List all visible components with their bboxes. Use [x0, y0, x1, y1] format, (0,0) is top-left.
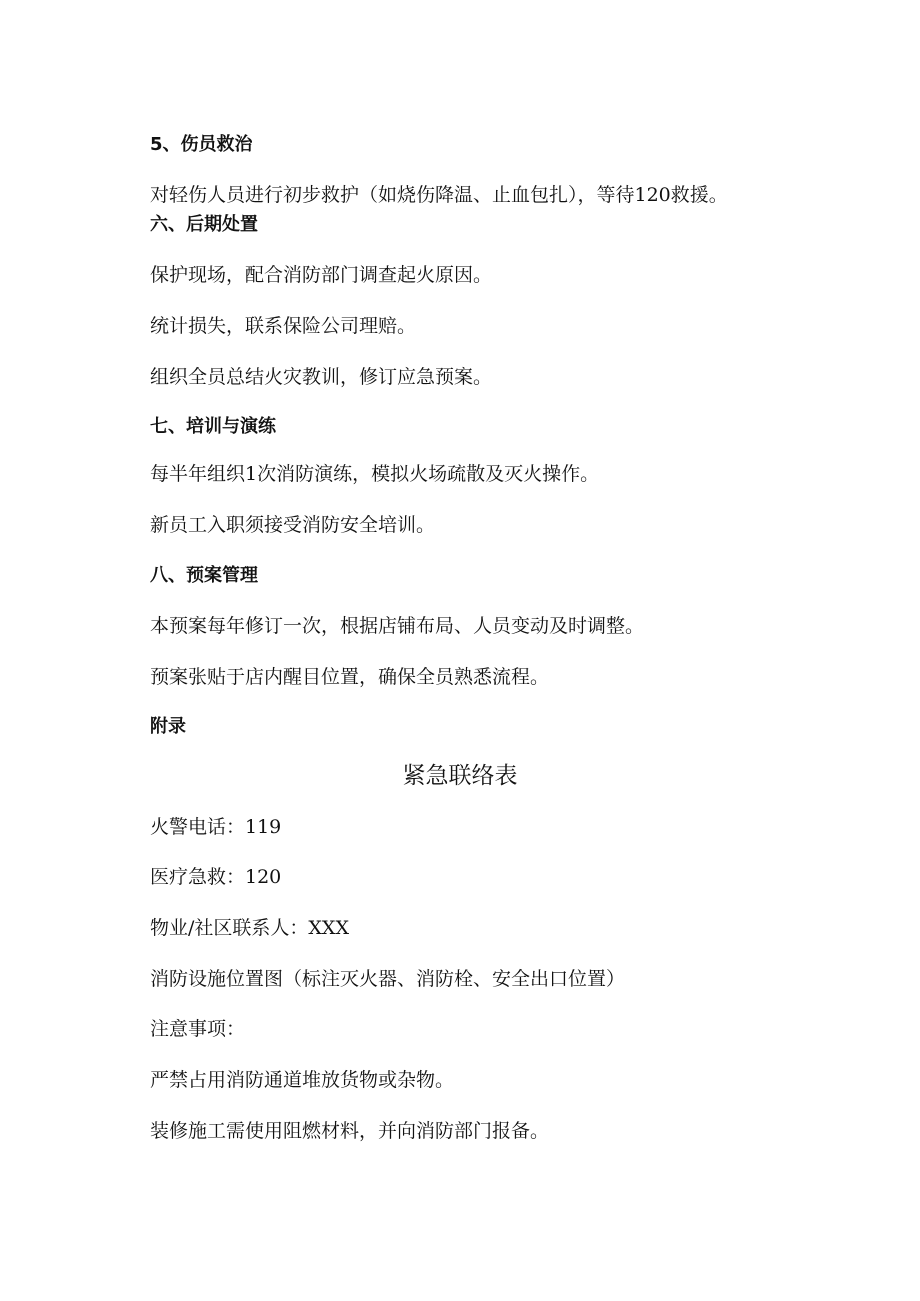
section8-paragraph-1: 本预案每年修订一次，根据店铺布局、人员变动及时调整。 [150, 615, 645, 637]
section6-paragraph-2: 统计损失，联系保险公司理赔。 [150, 315, 417, 337]
section7-paragraph-1: 每半年组织1次消防演练，模拟火场疏散及灭火操作。 [150, 463, 600, 485]
section8-paragraph-2: 预案张贴于店内醒目位置，确保全员熟悉流程。 [150, 666, 550, 688]
facility-map-note: 消防设施位置图（标注灭火器、消防栓、安全出口位置） [150, 968, 626, 990]
section7-paragraph-2: 新员工入职须接受消防安全培训。 [150, 514, 436, 536]
note-1: 严禁占用消防通道堆放货物或杂物。 [150, 1069, 455, 1091]
section8-heading: 八、预案管理 [150, 565, 258, 586]
note-2: 装修施工需使用阻燃材料，并向消防部门报备。 [150, 1120, 550, 1142]
section5-heading: 5、伤员救治 [150, 134, 253, 155]
section5-paragraph-1: 对轻伤人员进行初步救护（如烧伤降温、止血包扎），等待120救援。 [150, 184, 728, 206]
fire-phone: 火警电话：119 [150, 816, 282, 838]
notes-label: 注意事项： [150, 1018, 246, 1040]
medical-phone: 医疗急救：120 [150, 866, 282, 888]
property-contact: 物业/社区联系人：XXX [150, 917, 349, 939]
section7-heading: 七、培训与演练 [150, 416, 276, 437]
section6-heading: 六、后期处置 [150, 214, 258, 235]
section6-paragraph-3: 组织全员总结火灾教训，修订应急预案。 [150, 366, 493, 388]
section6-paragraph-1: 保护现场，配合消防部门调查起火原因。 [150, 264, 493, 286]
contact-table-title: 紧急联络表 [402, 763, 518, 789]
appendix-heading: 附录 [150, 716, 186, 737]
